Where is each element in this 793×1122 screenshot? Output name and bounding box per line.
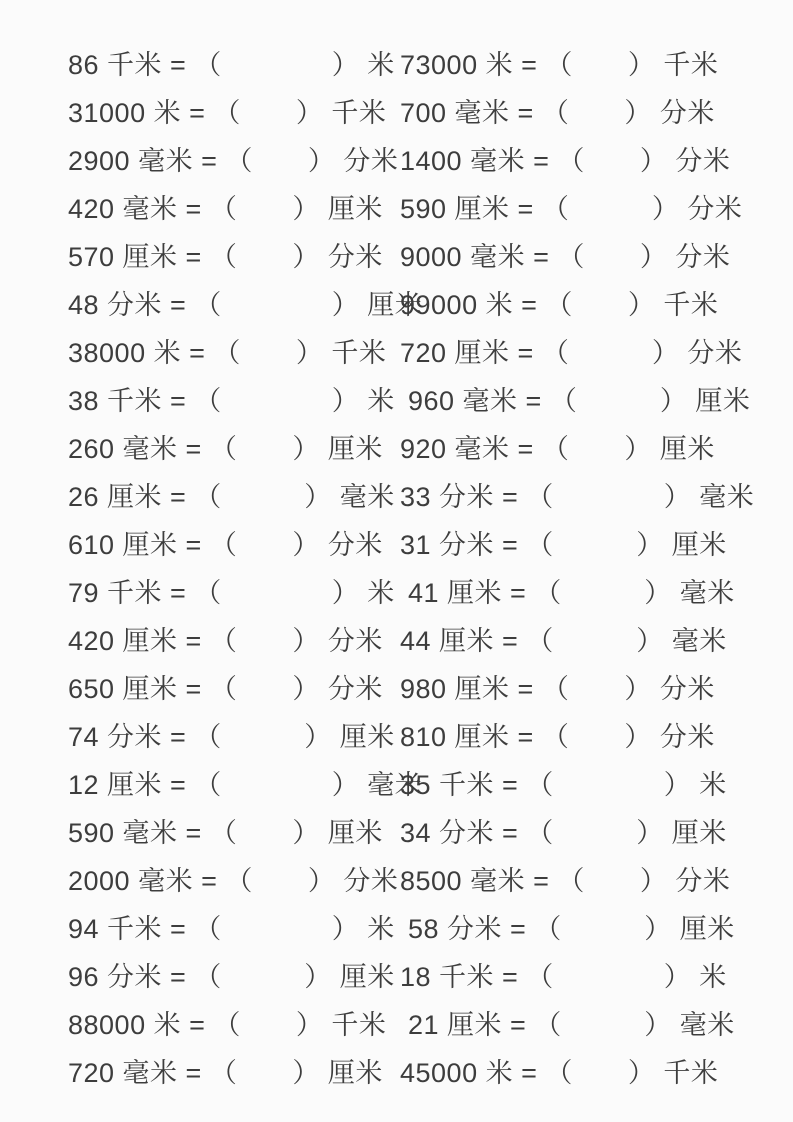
problem-cell: 590 厘米 = （ ） 分米 bbox=[400, 194, 743, 224]
problem-cell: 31000 米 = （ ） 千米 bbox=[68, 98, 387, 128]
problem-cell: 260 毫米 = （ ） 厘米 bbox=[68, 434, 383, 464]
problem-cell: 38 千米 = （ ） 米 bbox=[68, 386, 395, 416]
problem-cell: 700 毫米 = （ ） 分米 bbox=[400, 98, 715, 128]
problem-cell: 8500 毫米 = （ ） 分米 bbox=[400, 866, 731, 896]
problem-cell: 58 分米 = （ ） 厘米 bbox=[400, 914, 735, 944]
problem-cell: 99000 米 = （ ） 千米 bbox=[400, 290, 719, 320]
problem-cell: 420 毫米 = （ ） 厘米 bbox=[68, 194, 383, 224]
problem-cell: 920 毫米 = （ ） 厘米 bbox=[400, 434, 715, 464]
problem-cell: 41 厘米 = （ ） 毫米 bbox=[400, 578, 735, 608]
problem-cell: 9000 毫米 = （ ） 分米 bbox=[400, 242, 731, 272]
problem-cell: 570 厘米 = （ ） 分米 bbox=[68, 242, 383, 272]
problem-cell: 96 分米 = （ ） 厘米 bbox=[68, 962, 395, 992]
problem-cell: 86 千米 = （ ） 米 bbox=[68, 50, 395, 80]
problem-cell: 73000 米 = （ ） 千米 bbox=[400, 50, 719, 80]
problem-cell: 12 厘米 = （ ） 毫米 bbox=[68, 770, 423, 800]
problem-cell: 45000 米 = （ ） 千米 bbox=[400, 1058, 719, 1088]
problem-cell: 960 毫米 = （ ） 厘米 bbox=[400, 386, 751, 416]
problem-cell: 79 千米 = （ ） 米 bbox=[68, 578, 395, 608]
problem-cell: 35 千米 = （ ） 米 bbox=[400, 770, 727, 800]
problem-cell: 38000 米 = （ ） 千米 bbox=[68, 338, 387, 368]
problem-cell: 94 千米 = （ ） 米 bbox=[68, 914, 395, 944]
problem-cell: 720 毫米 = （ ） 厘米 bbox=[68, 1058, 383, 1088]
problem-cell: 18 千米 = （ ） 米 bbox=[400, 962, 727, 992]
problem-cell: 26 厘米 = （ ） 毫米 bbox=[68, 482, 395, 512]
problem-cell: 88000 米 = （ ） 千米 bbox=[68, 1010, 387, 1040]
problem-cell: 33 分米 = （ ） 毫米 bbox=[400, 482, 755, 512]
problem-cell: 980 厘米 = （ ） 分米 bbox=[400, 674, 715, 704]
problem-cell: 420 厘米 = （ ） 分米 bbox=[68, 626, 383, 656]
problem-cell: 1400 毫米 = （ ） 分米 bbox=[400, 146, 731, 176]
problem-cell: 21 厘米 = （ ） 毫米 bbox=[400, 1010, 735, 1040]
problem-cell: 48 分米 = （ ） 厘米 bbox=[68, 290, 423, 320]
problem-cell: 810 厘米 = （ ） 分米 bbox=[400, 722, 715, 752]
problem-cell: 650 厘米 = （ ） 分米 bbox=[68, 674, 383, 704]
problem-cell: 2000 毫米 = （ ） 分米 bbox=[68, 866, 399, 896]
problem-cell: 31 分米 = （ ） 厘米 bbox=[400, 530, 727, 560]
problem-cell: 34 分米 = （ ） 厘米 bbox=[400, 818, 727, 848]
problem-cell: 590 毫米 = （ ） 厘米 bbox=[68, 818, 383, 848]
problem-cell: 610 厘米 = （ ） 分米 bbox=[68, 530, 383, 560]
problem-cell: 44 厘米 = （ ） 毫米 bbox=[400, 626, 727, 656]
problem-cell: 2900 毫米 = （ ） 分米 bbox=[68, 146, 399, 176]
problem-cell: 74 分米 = （ ） 厘米 bbox=[68, 722, 395, 752]
problem-cell: 720 厘米 = （ ） 分米 bbox=[400, 338, 743, 368]
